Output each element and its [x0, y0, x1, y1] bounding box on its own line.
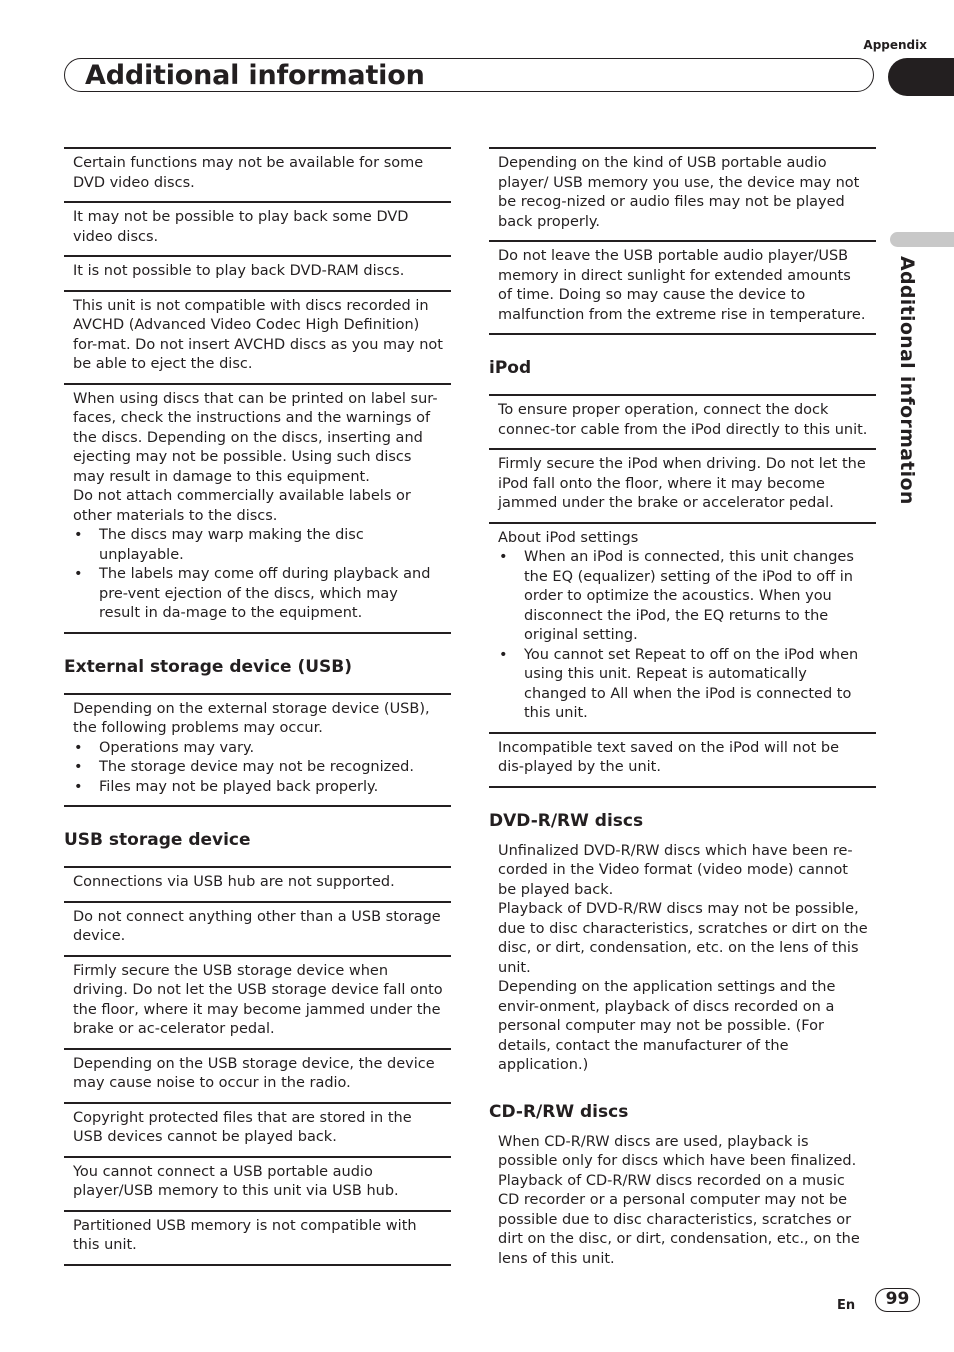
- list-item: • The labels may come off during playback and pre-vent ejection of the discs, which may result in da-mage to the equipment.: [73, 565, 443, 624]
- page-number: 99: [875, 1288, 920, 1312]
- dvd-note-1: Certain functions may not be available for some DVD video discs.: [64, 147, 451, 201]
- heading-dvd-rw: DVD-R/RW discs: [489, 810, 644, 831]
- ipod-settings-note: About iPod settings • When an iPod is connected, this unit changes the EQ (equalizer) setting of the iPod to off in order to optimize the acoustics. When you disconnect the iPod, the EQ returns to the original setting. • You cannot set Repeat to off on the iPod when using this unit. Repeat is automatically changed to All when the iPod is connected to this unit.: [489, 522, 876, 732]
- label-disc-note: When using discs that can be printed on label sur-faces, check the instructions and the warnings of the discs. Depending on the discs, inserting and ejecting may not be possible. Using such discs may result in damage to this equipment. Do not attach commercially available labels or other materials to the discs. • The discs may warp making the disc unplayable. • The labels may come off during playback and pre-vent ejection of the discs, which may result in da-mage to the equipment.: [64, 383, 451, 634]
- heading-usb-storage: USB storage device: [64, 830, 251, 850]
- usb-player-note-1: Depending on the kind of USB portable audio player/ USB memory you use, the device may not be recog-nized or audio files may not be played back properly.: [489, 147, 876, 240]
- section-tab-gray: [890, 232, 954, 247]
- heading-cd-rw: CD-R/RW discs: [489, 1101, 629, 1122]
- dvd-note-4: This unit is not compatible with discs recorded in AVCHD (Advanced Video Codec High Definition) for-mat. Do not insert AVCHD discs as you may not be able to eject the disc.: [64, 290, 451, 383]
- usb-storage-note-4: Depending on the USB storage device, the device may cause noise to occur in the radio.: [64, 1048, 451, 1102]
- cd-rw-text: When CD-R/RW discs are used, playback is possible only for discs which have been finalized. Playback of CD-R/RW discs recorded on a music CD recorder or a personal computer may not be possible due to disc characteristics, scratches or dirt on the disc, or dirt, condensation, etc., on the lens of this unit.: [498, 1133, 860, 1267]
- ipod-note-1: To ensure proper operation, connect the dock connec-tor cable from the iPod directly to this unit.: [489, 394, 876, 448]
- list-item: • Files may not be played back properly.: [73, 778, 443, 798]
- language-code: En: [837, 1298, 856, 1313]
- ipod-settings-bullets: [498, 548, 868, 724]
- heading-ipod: iPod: [489, 358, 532, 378]
- list-item: • The discs may warp making the disc unplayable.: [73, 526, 443, 565]
- section-tab-dark: [888, 58, 954, 96]
- usb-storage-note-1: Connections via USB hub are not supported.: [64, 866, 451, 901]
- list-item: • The storage device may not be recognized.: [73, 758, 443, 778]
- usb-storage-note-5: Copyright protected files that are stored in the USB devices cannot be played back.: [64, 1102, 451, 1156]
- usb-player-note-2: Do not leave the USB portable audio player/USB memory in direct sunlight for extended amounts of time. Doing so may cause the device to malfunction from the extreme rise in temperature.: [489, 240, 876, 335]
- external-storage-note: Depending on the external storage device (USB), the following problems may occur. • Operations may vary. • The storage device may not be recognized. • Files may not be played back properly.: [64, 693, 451, 808]
- external-storage-bullets: [73, 739, 443, 798]
- right-column: [489, 147, 876, 1269]
- usb-storage-note-3: Firmly secure the USB storage device when driving. Do not let the USB storage device fall onto the floor, where it may become jammed under the brake or ac-celerator pedal.: [64, 955, 451, 1048]
- dvd-note-2: It may not be possible to play back some DVD video discs.: [64, 201, 451, 255]
- dvd-rw-text: Unfinalized DVD-R/RW discs which have been re-corded in the Video format (video mode) cannot be played back. Playback of DVD-R/RW discs may not be possible, due to disc characteristics, scratches or dirt on the disc, or dirt, condensation, etc. on the lens of this unit. Depending on the application settings and the envir-onment, playback of discs recorded on a personal computer may not be possible. (For details, contact the manufacturer of the application.): [498, 842, 868, 1073]
- list-item: • You cannot set Repeat to off on the iPod when using this unit. Repeat is automatically changed to All when the iPod is connected to this unit.: [498, 646, 868, 724]
- list-item: • When an iPod is connected, this unit changes the EQ (equalizer) setting of the iPod to off in order to optimize the acoustics. When you disconnect the iPod, the EQ returns to the original setting.: [498, 548, 868, 646]
- list-item: • Operations may vary.: [73, 739, 443, 759]
- usb-storage-note-7: Partitioned USB memory is not compatible with this unit.: [64, 1210, 451, 1266]
- left-column: [64, 147, 451, 1266]
- appendix-label: Appendix: [863, 38, 927, 52]
- title-banner: [64, 58, 874, 92]
- heading-external-storage: External storage device (USB): [64, 656, 353, 677]
- ipod-note-2: Firmly secure the iPod when driving. Do not let the iPod fall onto the floor, where it may become jammed under the brake or accelerator pedal.: [489, 448, 876, 522]
- page-title: Additional information: [85, 60, 425, 91]
- usb-storage-note-2: Do not connect anything other than a USB storage device.: [64, 901, 451, 955]
- usb-storage-note-6: You cannot connect a USB portable audio player/USB memory to this unit via USB hub.: [64, 1156, 451, 1210]
- dvd-note-3: It is not possible to play back DVD-RAM discs.: [64, 255, 451, 290]
- side-section-label: Additional information: [896, 256, 918, 505]
- ipod-note-3: Incompatible text saved on the iPod will not be dis-played by the unit.: [489, 732, 876, 788]
- label-disc-bullets: [73, 526, 443, 624]
